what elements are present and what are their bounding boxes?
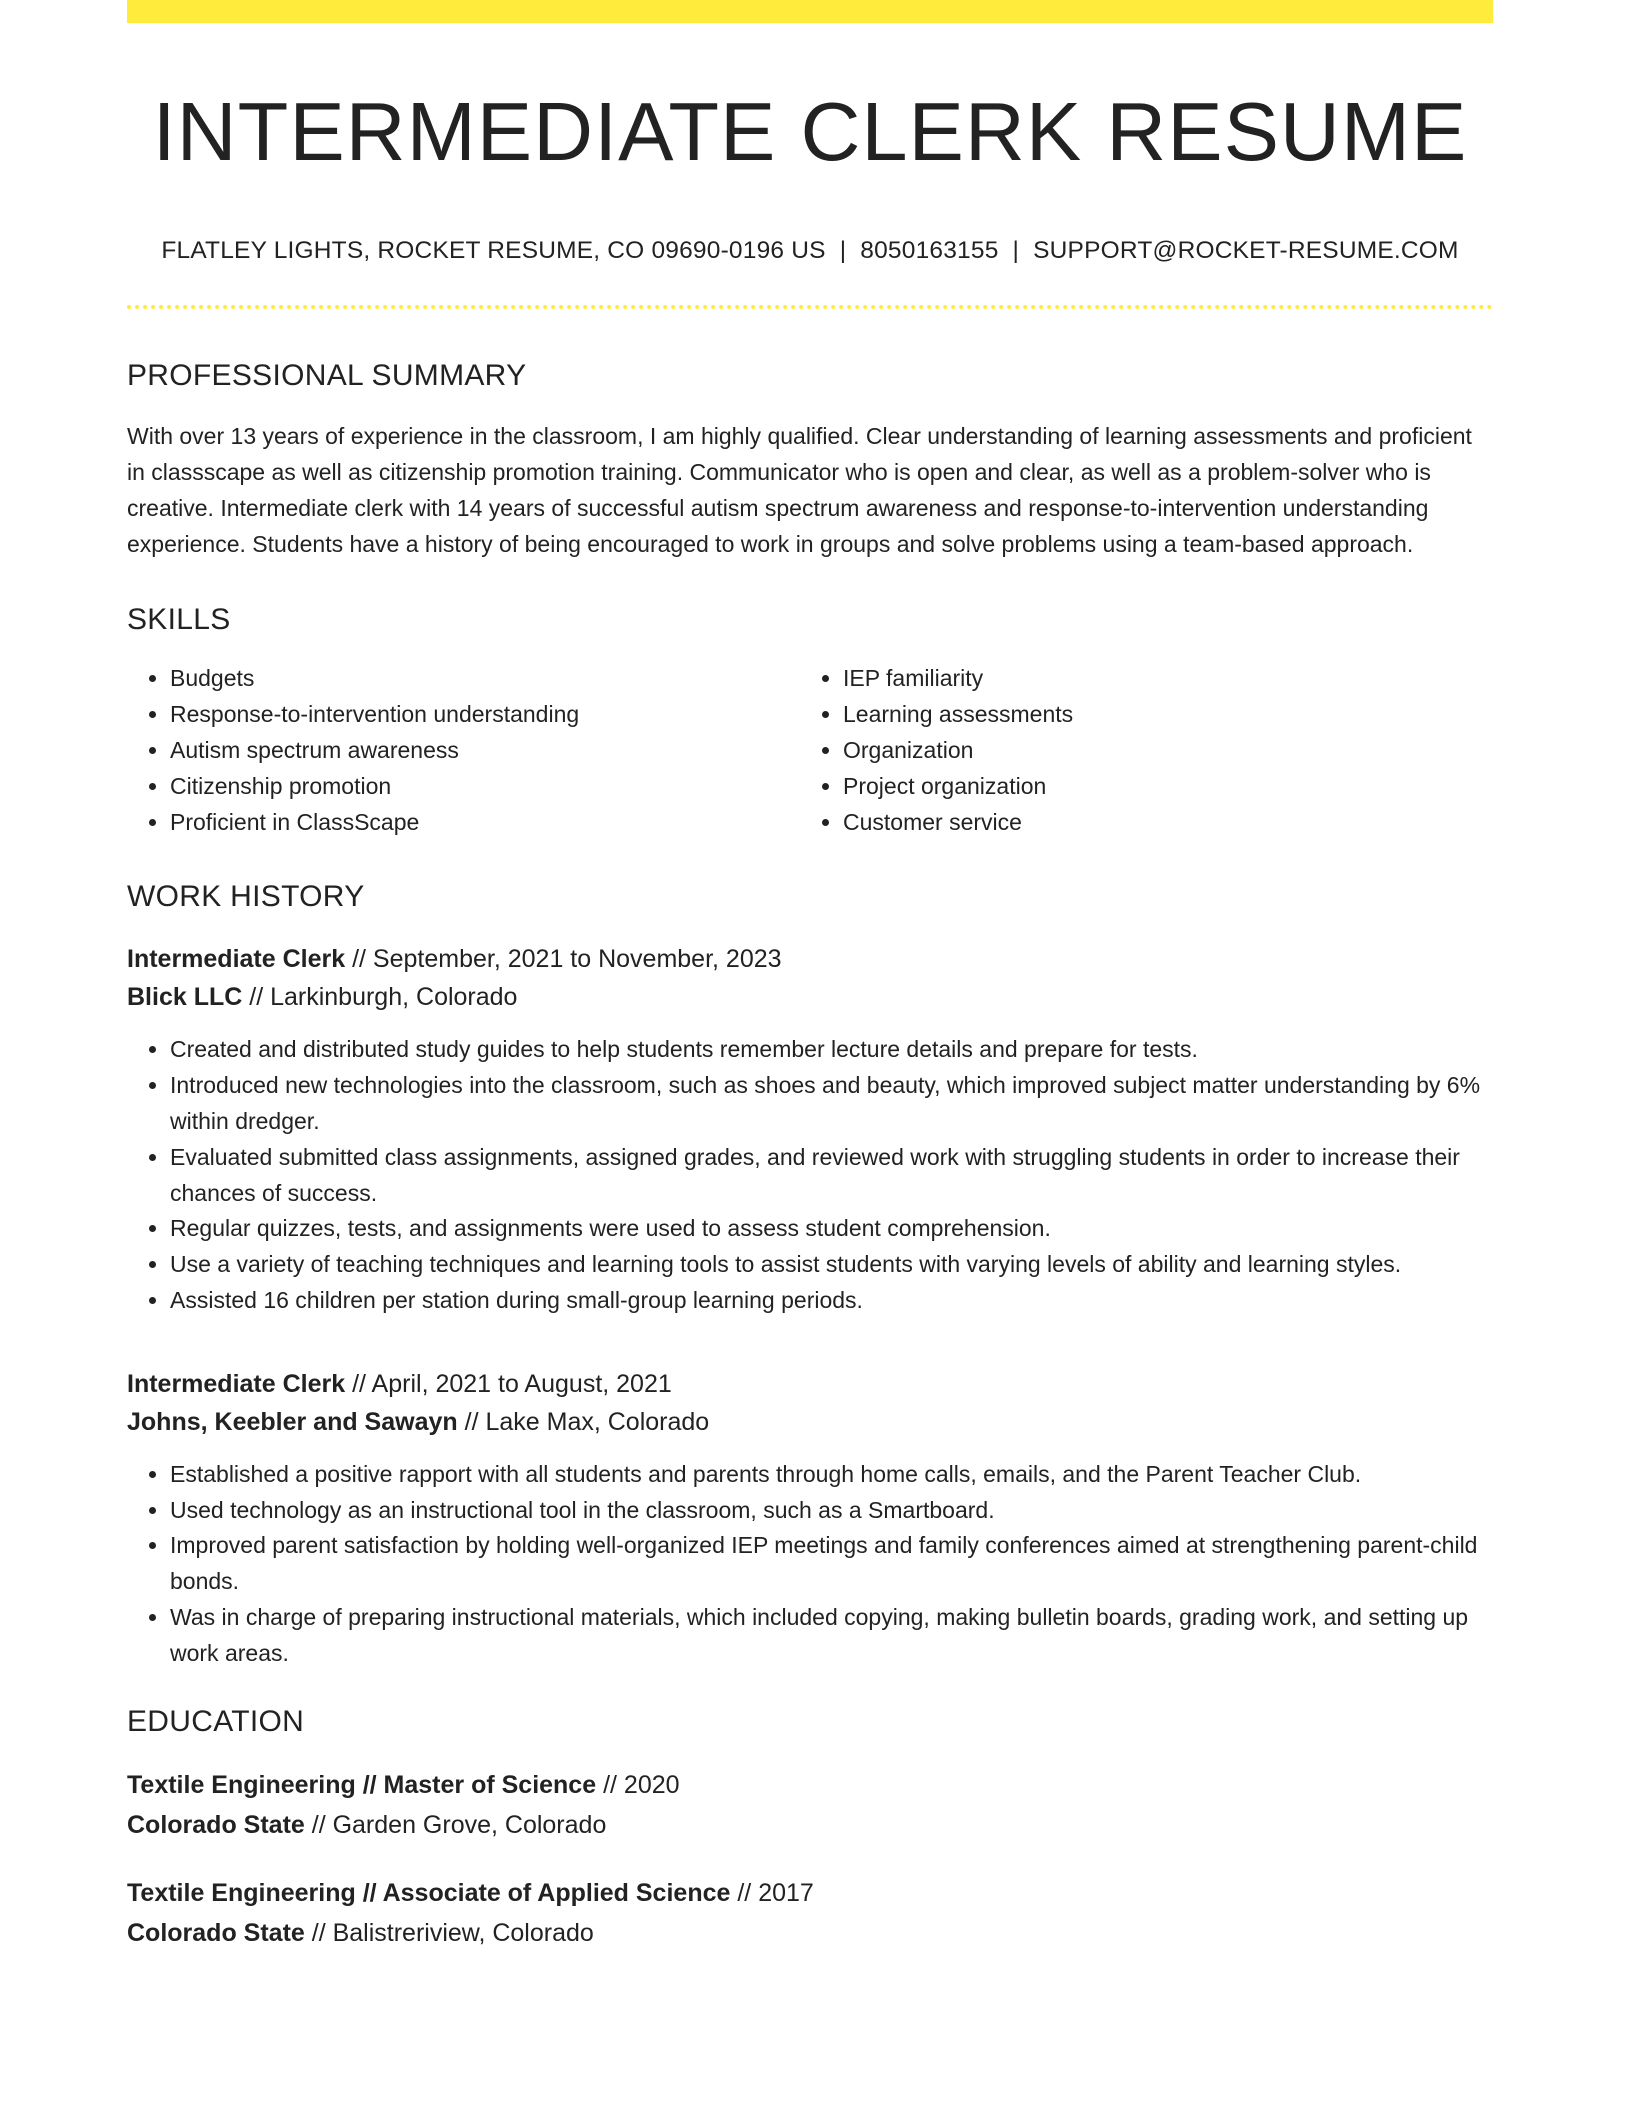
- summary-text: With over 13 years of experience in the classroom, I am highly qualified. Clear understanding of learning assessments and proficient in classscape as well as citizenship promotion training. Communicator who is open and clear, as well as a problem-solver who is creative. Intermediate clerk with 14 years of successful autism spectrum awareness and response-to-intervention understanding experience. Students have a history of being encouraged to work in groups and solve problems using a team-based approach.: [127, 423, 1472, 557]
- job-entry: [127, 940, 1493, 1318]
- education-year: // 2020: [603, 1770, 680, 1799]
- job-bullets: [127, 1457, 1493, 1672]
- skill-item: • Customer service: [843, 805, 1473, 841]
- contact-separator: |: [1012, 237, 1020, 265]
- education-heading: EDUCATION: [127, 1704, 305, 1738]
- job-bullet: • Introduced new technologies into the classroom, such as shoes and beauty, which improved subject matter understanding by 6% within dredger.: [170, 1068, 1493, 1140]
- education-location: // Garden Grove, Colorado: [311, 1810, 607, 1839]
- skill-item: • IEP familiarity: [843, 661, 1473, 697]
- education-location: // Balistreriview, Colorado: [311, 1918, 594, 1947]
- job-location: // Lake Max, Colorado: [464, 1407, 710, 1436]
- education-year: // 2017: [737, 1878, 814, 1907]
- skills-column-right: [800, 661, 1473, 840]
- contact-phone: 8050163155: [860, 237, 999, 265]
- skill-item: • Learning assessments: [843, 697, 1473, 733]
- job-bullets: [127, 1032, 1493, 1318]
- job-title-line: [127, 1365, 1493, 1403]
- job-dates: // September, 2021 to November, 2023: [352, 945, 782, 974]
- job-entry: [127, 1365, 1493, 1672]
- dotted-divider: [127, 305, 1493, 309]
- job-title: Intermediate Clerk: [127, 1369, 346, 1398]
- skill-item: • Citizenship promotion: [170, 769, 800, 805]
- education-school-line: [127, 1913, 1493, 1953]
- education-entry: [127, 1765, 1493, 1845]
- skill-item: • Autism spectrum awareness: [170, 733, 800, 769]
- job-company-line: [127, 1403, 1493, 1441]
- job-company: Johns, Keebler and Sawayn: [127, 1407, 458, 1436]
- education-school: Colorado State: [127, 1918, 305, 1947]
- contact-email: SUPPORT@ROCKET-RESUME.COM: [1033, 237, 1459, 265]
- job-company-line: [127, 978, 1493, 1016]
- accent-top-bar: [127, 0, 1493, 23]
- education-degree-line: [127, 1873, 1493, 1913]
- skill-item: • Response-to-intervention understanding: [170, 697, 800, 733]
- education-degree: Textile Engineering // Master of Science: [127, 1770, 597, 1799]
- job-bullet: • Created and distributed study guides to help students remember lecture details and prepare for tests.: [170, 1032, 1493, 1068]
- skills-list: [127, 661, 1493, 840]
- education-degree: Textile Engineering // Associate of Applied Science: [127, 1878, 731, 1907]
- job-title-line: [127, 940, 1493, 978]
- resume-page: [127, 0, 1493, 1953]
- skills-heading: SKILLS: [127, 603, 231, 637]
- resume-title: INTERMEDIATE CLERK RESUME: [152, 85, 1468, 178]
- skill-item: • Proficient in ClassScape: [170, 805, 800, 841]
- education-degree-line: [127, 1765, 1493, 1805]
- job-bullet: • Was in charge of preparing instructional materials, which included copying, making bulletin boards, grading work, and setting up work areas.: [170, 1600, 1493, 1672]
- skills-column-left: [127, 661, 800, 840]
- job-bullet: • Evaluated submitted class assignments, assigned grades, and reviewed work with struggling students in order to increase their chances of success.: [170, 1140, 1493, 1212]
- job-dates: // April, 2021 to August, 2021: [352, 1369, 672, 1398]
- job-title: Intermediate Clerk: [127, 945, 346, 974]
- skill-item: • Project organization: [843, 769, 1473, 805]
- skill-item: • Budgets: [170, 661, 800, 697]
- work-history-heading: WORK HISTORY: [127, 880, 365, 914]
- job-bullet: • Regular quizzes, tests, and assignments were used to assess student comprehension.: [170, 1211, 1493, 1247]
- job-bullet: • Improved parent satisfaction by holding well-organized IEP meetings and family conferences aimed at strengthening parent-child bonds.: [170, 1528, 1493, 1600]
- education-school-line: [127, 1805, 1493, 1845]
- contact-separator: |: [839, 237, 847, 265]
- education-entry: [127, 1873, 1493, 1953]
- contact-address: FLATLEY LIGHTS, ROCKET RESUME, CO 09690-0196 US: [161, 237, 826, 265]
- job-location: // Larkinburgh, Colorado: [249, 983, 518, 1012]
- job-bullet: • Assisted 16 children per station during small-group learning periods.: [170, 1283, 1493, 1319]
- job-bullet: • Use a variety of teaching techniques and learning tools to assist students with varying levels of ability and learning styles.: [170, 1247, 1493, 1283]
- contact-line: [127, 237, 1493, 265]
- job-bullet: • Used technology as an instructional tool in the classroom, such as a Smartboard.: [170, 1493, 1493, 1529]
- summary-heading: PROFESSIONAL SUMMARY: [127, 359, 527, 393]
- education-school: Colorado State: [127, 1810, 305, 1839]
- job-bullet: • Established a positive rapport with all students and parents through home calls, emails, and the Parent Teacher Club.: [170, 1457, 1493, 1493]
- job-company: Blick LLC: [127, 983, 243, 1012]
- skill-item: • Organization: [843, 733, 1473, 769]
